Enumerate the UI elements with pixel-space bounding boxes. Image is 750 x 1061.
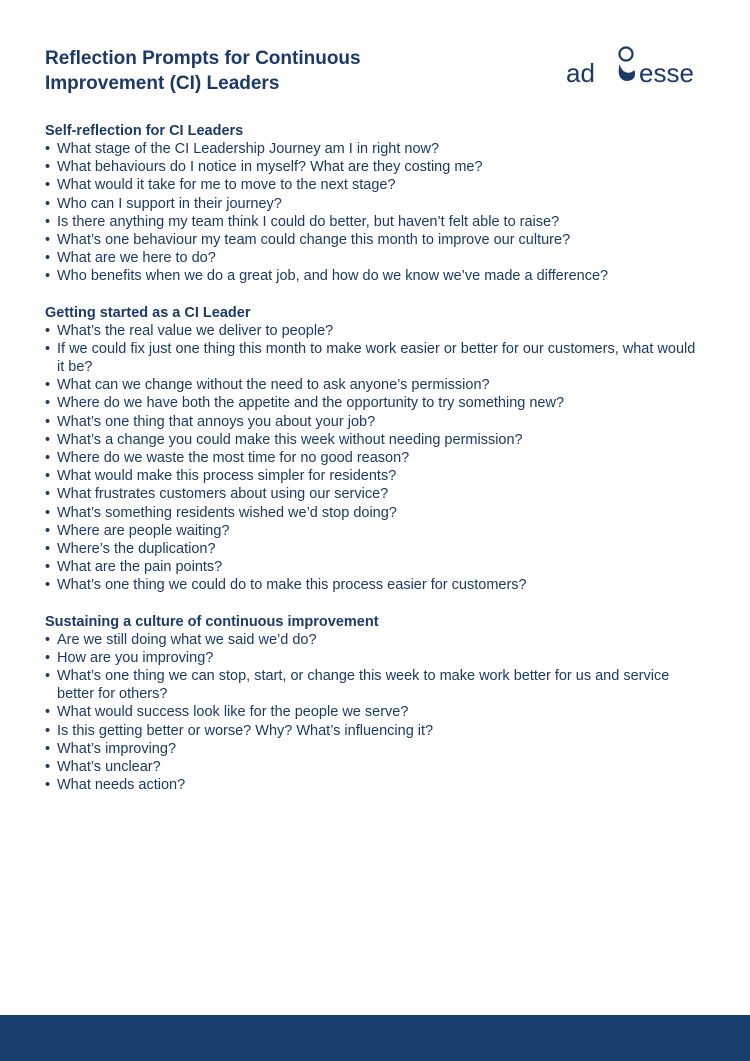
list-item: • What’s one behaviour my team could change this month to improve our culture? bbox=[45, 231, 705, 249]
list-item: • What are we here to do? bbox=[45, 249, 705, 267]
list-item: • Who can I support in their journey? bbox=[45, 195, 705, 213]
section-heading: Self-reflection for CI Leaders bbox=[45, 123, 244, 139]
list-item: • What stage of the CI Leadership Journey am I in right now? bbox=[45, 140, 705, 158]
footer-bar bbox=[0, 1015, 750, 1061]
section-sustaining-culture bbox=[45, 613, 705, 795]
list-item: • What’s unclear? bbox=[45, 758, 705, 776]
prompt-list bbox=[45, 631, 705, 795]
section-getting-started bbox=[45, 304, 705, 595]
logo-drop-icon bbox=[619, 64, 635, 81]
list-item: • What’s the real value we deliver to people? bbox=[45, 322, 705, 340]
list-item: • What needs action? bbox=[45, 776, 705, 794]
list-item: • What would success look like for the people we serve? bbox=[45, 703, 705, 721]
list-item: • Is this getting better or worse? Why? What’s influencing it? bbox=[45, 722, 705, 740]
list-item: • Where are people waiting? bbox=[45, 522, 705, 540]
logo-suffix: esse bbox=[639, 58, 694, 88]
logo-prefix: ad bbox=[566, 58, 595, 88]
list-item: • Where do we waste the most time for no good reason? bbox=[45, 449, 705, 467]
list-item: • What would it take for me to move to the next stage? bbox=[45, 176, 705, 194]
list-item: • What behaviours do I notice in myself? What are they costing me? bbox=[45, 158, 705, 176]
logo-ring-icon bbox=[620, 48, 633, 61]
list-item: • Are we still doing what we said we’d do? bbox=[45, 631, 705, 649]
prompt-content bbox=[45, 122, 705, 813]
list-item: • What are the pain points? bbox=[45, 558, 705, 576]
list-item: • If we could fix just one thing this month to make work easier or better for our customers, what would it be? bbox=[45, 340, 705, 376]
page-title bbox=[45, 46, 465, 96]
list-item: • What’s improving? bbox=[45, 740, 705, 758]
list-item: • Where do we have both the appetite and the opportunity to try something new? bbox=[45, 394, 705, 412]
list-item: • What would make this process simpler for residents? bbox=[45, 467, 705, 485]
page-title-line-2: Improvement (CI) Leaders bbox=[45, 73, 280, 94]
prompt-list bbox=[45, 322, 705, 595]
list-item: • What’s something residents wished we’d stop doing? bbox=[45, 504, 705, 522]
list-item: • What’s one thing we could do to make this process easier for customers? bbox=[45, 576, 705, 594]
list-item: • Who benefits when we do a great job, and how do we know we’ve made a difference? bbox=[45, 267, 705, 285]
section-heading: Getting started as a CI Leader bbox=[45, 304, 251, 321]
list-item: • What can we change without the need to ask anyone’s permission? bbox=[45, 376, 705, 394]
list-item: • What frustrates customers about using our service? bbox=[45, 485, 705, 503]
list-item: • What’s a change you could make this week without needing permission? bbox=[45, 431, 705, 449]
list-item: • Is there anything my team think I could do better, but haven’t felt able to raise? bbox=[45, 213, 705, 231]
section-heading: Sustaining a culture of continuous improvement bbox=[45, 613, 379, 630]
page-title-line-1: Reflection Prompts for Continuous bbox=[45, 48, 361, 69]
prompt-list bbox=[45, 140, 705, 286]
adesse-logo bbox=[565, 44, 705, 89]
list-item: • What’s one thing we can stop, start, or change this week to make work better for us and service better for others? bbox=[45, 667, 705, 703]
list-item: • Where’s the duplication? bbox=[45, 540, 705, 558]
list-item: • What’s one thing that annoys you about your job? bbox=[45, 413, 705, 431]
section-self-reflection bbox=[45, 122, 705, 286]
list-item: • How are you improving? bbox=[45, 649, 705, 667]
